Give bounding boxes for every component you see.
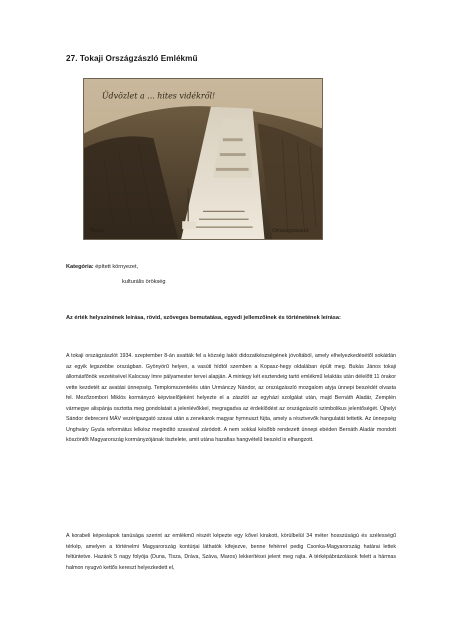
postcard-caption-left: Tokaj	[89, 228, 105, 235]
category-value-2: kulturális örökség	[122, 279, 166, 285]
paragraph-2: A korabeli képeslapok tanúsága szerint az emlékmű részét képezte egy kővel kirakott, körülbelül 34 méter hosszúságú és szélességű térkép, amelyen a történelmi Magyarország kontúrjai láthatók kifejezve, benne fehérrel pedig Csonka-Magyarország határai lettek feltüntetve. Hazánk 5 nagy folyója (Duna, Tisza, Dráva, Száva, Maros) lekkerítései jelent meg rajta. A térképábrázolások felett a hármas halmon nyugvó kettős kereszt helyezkedett el,	[66, 533, 396, 571]
category-label: Kategória:	[66, 264, 94, 270]
category-line	[66, 264, 138, 270]
paragraph-1: A tokaji országzászlót 1934. szeptember 8-án avatták fel a község lakói didozatkészségének jóvoltából, amely elhelyezkedésétől sokáidán az egyik legszebbe országban. Gyönyörű helyen, a vasúti hídtól szemben a Kopasz-hegy oldalában épült meg. Bukás János tokaji állomásfőnök vezetésével Kalocsay Imre pályamester tervei alapján. A mintegy két esztendeig tartó emlékmű lelaktás után délelőtt 11 órakor vette kezdetét az avatási ünnepség. Templomszentelés után Urmánczy Nándor, az országzászló mozgalom atyja ünnepi beszédét olvasta fel. Mezőzombori Miklós kormányzó képviselőjeként helyezte el a zászlót az egyházi szolgálat után, majd Bernáth Aladár, Zemplén vármegye alispánja osztotta meg gondolatait a jelenlévőkkel, megragadva az érdeklődést az országzászló szimbolikus jelentőségét. Újhelyi Sándor debreceni MÁV vezérigazgató szavai után a zenekarok magyar hymnuszt fújta, amely a résztvevők hangulatát tettetik. Az ünnepség Unghváry Gyula református lelkész megindító szavaival záródott. A nem sokkal később rendezett ünnepi ebéden Bernáth Aladár mondott köszöntőt Magyarország kormányzójának tisztelete, amit utána hazafias hangvételű beszéd is elhangzott.	[66, 353, 396, 443]
postcard-image	[84, 79, 322, 239]
postcard-caption-right: Országzászló	[272, 228, 309, 235]
category-value-1: épített környezet,	[95, 264, 139, 270]
page-title: 27. Tokaji Országzászló Emlékmű	[66, 54, 198, 63]
postcard-caption-top: Üdvözlet a ... hites vidékről!	[101, 91, 216, 101]
description-heading: Az érték helyszínének leírása, rövid, szöveges bemutatása, egyedi jellemzőinek és történetének leírása:	[66, 315, 341, 321]
postcard-photo	[83, 78, 323, 240]
